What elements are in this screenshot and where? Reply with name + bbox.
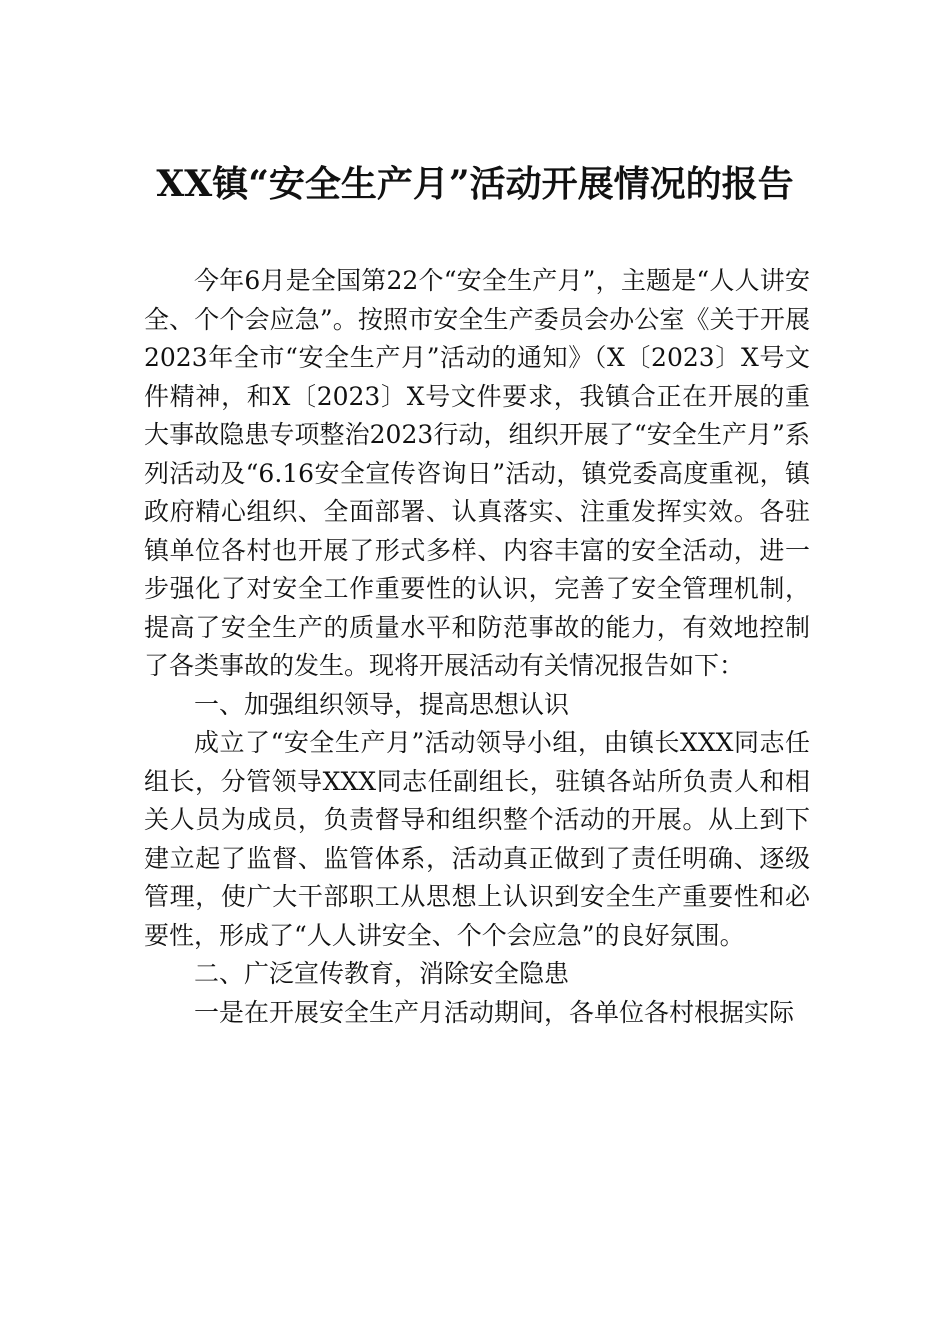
section-heading-1: 一、加强组织领导，提高思想认识 (194, 689, 570, 719)
document-body (144, 262, 810, 1032)
section-1-paragraph: 成立了“安全生产月”活动领导小组，由镇长XXX同志任组长，分管领导XXX同志任副组长，驻镇各站所负责人和相关人员为成员，负责督导和组织整个活动的开展。从上到下建立起了监督、监管体系，活动真正做到了责任明确、逐级管理，使广大干部职工从思想上认识到安全生产重要性和必要性，形成了“人人讲安全、个个会应急”的良好氛围。 (144, 728, 810, 950)
section-heading-2: 二、广泛宣传教育，消除安全隐患 (194, 959, 570, 988)
document-title: XX镇“安全生产月”活动开展情况的报告 (156, 163, 794, 205)
section-2-paragraph: 一是在开展安全生产月活动期间，各单位各村根据实际 (194, 997, 795, 1027)
intro-paragraph: 今年6月是全国第22个“安全生产月”，主题是“人人讲安全、个个会应急”。按照市安全生产委员会办公室《关于开展2023年全市“安全生产月”活动的通知》（X〔2023〕X号文件精神，和X〔2023〕X号文件要求，我镇合正在开展的重大事故隐患专项整治2023行动，组织开展了“安全生产月”系列活动及“6.16安全宣传咨询日”活动，镇党委高度重视，镇政府精心组织、全面部署、认真落实、注重发挥实效。各驻镇单位各村也开展了形式多样、内容丰富的安全活动，进一步强化了对安全工作重要性的认识，完善了安全管理机制，提高了安全生产的质量水平和防范事故的能力，有效地控制了各类事故的发生。现将开展活动有关情况报告如下： (144, 266, 810, 680)
